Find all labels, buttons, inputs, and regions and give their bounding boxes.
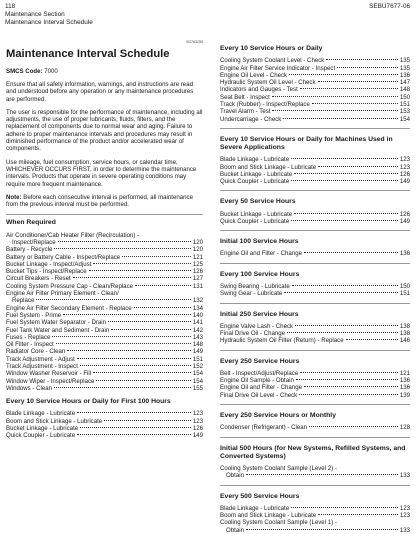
entry-label: Window Washer Reservoir - Fill xyxy=(6,370,92,378)
section-heading: Initial 500 Hours (for New Systems, Refilled Systems, and Converted Systems) xyxy=(220,444,406,460)
schedule-entry xyxy=(220,211,410,218)
page-number: 118 xyxy=(5,3,16,10)
schedule-entry xyxy=(220,323,410,330)
dot-leader xyxy=(318,514,398,515)
entry-page-link[interactable]: 133 xyxy=(399,526,410,534)
entry-page-link[interactable]: 154 xyxy=(192,370,203,378)
entry-continuation xyxy=(6,297,203,304)
schedule-list xyxy=(220,211,410,226)
schedule-entry xyxy=(220,465,410,480)
entry-page-link[interactable]: 123 xyxy=(399,163,410,171)
schedule-entry xyxy=(6,246,203,253)
interval-paragraph: Use mileage, fuel consumption, service hours, or calendar time, WHICHEVER OCCURS FIRST, in order to determine the maintenance intervals. Products that operate in severe operating conditions may require more frequent maintenance. xyxy=(6,158,197,188)
schedule-entry xyxy=(220,370,410,377)
entry-label: Engine Air Filter Secondary Element - Replace xyxy=(6,304,132,312)
note-text: Before each consecutive interval is performed, all maintenance from the previous interval must be performed. xyxy=(6,193,193,209)
schedule-entry xyxy=(6,356,203,363)
dot-leader xyxy=(80,427,191,428)
entry-label: Track (Rubber) - Inspect/Replace xyxy=(220,100,310,108)
schedule-entry xyxy=(220,178,410,185)
entry-label: Fuel System Water Separator - Drain xyxy=(6,319,107,327)
dot-leader xyxy=(337,67,398,68)
entry-page-link[interactable]: 135 xyxy=(399,64,410,72)
entry-label: Quick Coupler - Lubricate xyxy=(220,178,290,186)
dot-leader xyxy=(73,277,191,278)
entry-page-link[interactable]: 128 xyxy=(399,424,410,432)
divider xyxy=(220,404,410,405)
entry-page-link[interactable]: 139 xyxy=(399,391,410,399)
entry-page-link[interactable]: 126 xyxy=(192,268,203,276)
entry-label: Hydraulic System Oil Filter (Return) - Replace xyxy=(220,337,344,345)
dot-leader xyxy=(326,59,398,60)
section-heading: Every 10 Service Hours or Daily for Machines Used in Severe Applications xyxy=(220,135,393,152)
dot-leader xyxy=(93,372,191,373)
reference-id: i02763255 xyxy=(186,40,203,44)
dot-leader xyxy=(135,285,191,286)
entry-page-link[interactable]: 149 xyxy=(192,348,203,356)
entry-page-link[interactable]: 121 xyxy=(399,369,410,377)
entry-page-link[interactable]: 131 xyxy=(192,282,203,290)
dot-leader xyxy=(300,372,398,373)
entry-page-link[interactable]: 126 xyxy=(399,170,410,178)
entry-page-link[interactable]: 154 xyxy=(192,377,203,385)
entry-page-link[interactable]: 138 xyxy=(399,330,410,338)
divider xyxy=(220,230,410,231)
schedule-entry xyxy=(220,116,410,123)
dot-leader xyxy=(318,166,398,167)
schedule-list xyxy=(220,505,410,534)
dot-leader xyxy=(299,394,398,395)
entry-page-link[interactable]: 152 xyxy=(192,363,203,370)
schedule-entry xyxy=(6,425,203,432)
entry-page-link[interactable]: 120 xyxy=(192,246,203,254)
entry-page-link[interactable]: 151 xyxy=(192,355,203,363)
schedule-entry xyxy=(220,377,410,384)
entry-page-link[interactable]: 148 xyxy=(192,341,203,349)
entry-page-link[interactable]: 123 xyxy=(192,410,203,418)
schedule-entry xyxy=(6,312,203,319)
entry-page-link[interactable]: 150 xyxy=(399,282,410,290)
dot-leader xyxy=(77,434,191,435)
entry-page-link[interactable]: 136 xyxy=(399,71,410,79)
dot-leader xyxy=(96,380,190,381)
schedule-entry xyxy=(220,72,410,79)
section-name: Maintenance Section xyxy=(5,11,65,18)
entry-page-link[interactable]: 148 xyxy=(399,86,410,94)
schedule-entry xyxy=(220,171,410,178)
schedule-entry xyxy=(6,254,203,261)
schedule-list xyxy=(220,283,410,298)
schedule-list xyxy=(220,156,410,185)
schedule-entry xyxy=(220,392,410,399)
smcs-code xyxy=(6,68,203,76)
dot-leader xyxy=(287,332,398,333)
dot-leader xyxy=(294,173,398,174)
subsection-name: Maintenance Interval Schedule xyxy=(5,19,93,26)
entry-page-link[interactable]: 153 xyxy=(399,108,410,116)
schedule-entry xyxy=(6,327,203,334)
section-heading-10-hours-first-100: Every 10 Service Hours or Daily for First 100 Hours xyxy=(6,398,171,406)
entry-continuation xyxy=(220,527,410,534)
entry-page-link[interactable]: 151 xyxy=(399,290,410,298)
entry-label-continued: Obtain xyxy=(226,472,244,480)
entry-label: Seat Belt - Inspect xyxy=(220,93,270,101)
schedule-entry xyxy=(6,319,203,326)
entry-label: Quick Coupler - Lubricate xyxy=(220,217,290,225)
dot-leader xyxy=(93,263,190,264)
dot-leader xyxy=(58,241,191,242)
note-label: Note: xyxy=(6,193,22,201)
schedule-entry xyxy=(6,432,203,439)
entry-page-link[interactable]: 142 xyxy=(192,326,203,334)
schedule-entry xyxy=(220,94,410,101)
entry-page-link[interactable]: 149 xyxy=(192,432,203,440)
entry-page-link[interactable]: 149 xyxy=(399,217,410,225)
divider xyxy=(220,437,410,438)
schedule-entry xyxy=(6,334,203,341)
schedule-entry xyxy=(220,101,410,108)
entry-page-link[interactable]: 155 xyxy=(192,384,203,392)
entry-continuation xyxy=(220,472,410,479)
entry-page-link[interactable]: 126 xyxy=(399,210,410,218)
dot-leader xyxy=(54,248,190,249)
dot-leader xyxy=(56,343,191,344)
entry-label: Belt - Inspect/Adjust/Replace xyxy=(220,369,299,377)
entry-label-continued: Replace xyxy=(12,297,35,305)
dot-leader xyxy=(284,292,398,293)
entry-label: Boom and Stick Linkage - Lubricate xyxy=(6,417,103,425)
section-heading-when-required: When Required xyxy=(6,219,56,227)
section-heading: Initial 100 Service Hours xyxy=(220,238,299,246)
entry-label: Blade Linkage - Lubricate xyxy=(220,504,290,512)
dot-leader xyxy=(318,81,398,82)
entry-label: Swing Bearing - Lubricate xyxy=(220,282,290,290)
schedule-entry xyxy=(220,79,410,86)
divider xyxy=(220,303,410,304)
dot-leader xyxy=(111,329,191,330)
schedule-entry xyxy=(6,370,203,377)
section-heading: Every 100 Service Hours xyxy=(220,270,300,278)
smcs-label: SMCS Code: xyxy=(6,68,43,75)
schedule-entry xyxy=(220,384,410,391)
schedule-entry xyxy=(220,86,410,93)
entry-label: Blade Linkage - Lubricate xyxy=(220,156,290,164)
divider xyxy=(220,350,410,351)
entry-label-continued: Obtain xyxy=(226,526,244,534)
dot-leader xyxy=(272,110,397,111)
entry-label: Radiator Core - Clean xyxy=(6,348,66,356)
schedule-entry xyxy=(220,424,410,431)
divider xyxy=(220,263,410,264)
section-heading: Every 500 Service Hours xyxy=(220,492,300,500)
schedule-entry xyxy=(6,418,203,425)
entry-label: Engine Oil and Filter - Change xyxy=(220,250,302,258)
section-heading: Every 250 Service Hours xyxy=(220,357,300,365)
entry-label: Boom and Stick Linkage - Lubricate xyxy=(220,512,317,520)
dot-leader xyxy=(246,529,398,530)
entry-page-link[interactable]: 135 xyxy=(399,57,410,65)
schedule-entry xyxy=(6,261,203,268)
entry-page-link[interactable]: 146 xyxy=(399,337,410,345)
schedule-entry xyxy=(6,275,203,282)
dot-leader xyxy=(304,386,398,387)
dot-leader xyxy=(89,270,191,271)
entry-label: Windows - Clean xyxy=(6,384,53,392)
schedule-entry xyxy=(6,232,203,247)
entry-label: Engine Air Filter Primary Element - Clean/ xyxy=(6,290,119,298)
schedule-entry xyxy=(6,290,203,305)
entry-label: Swing Gear - Lubricate xyxy=(220,290,283,298)
section-heading: Initial 250 Service Hours xyxy=(220,310,299,318)
dot-leader xyxy=(300,88,398,89)
dot-leader xyxy=(108,321,191,322)
entry-page-link[interactable]: 136 xyxy=(399,384,410,392)
entry-label: Quick Coupler - Lubricate xyxy=(6,432,76,440)
dot-leader xyxy=(291,220,398,221)
dot-leader xyxy=(292,285,398,286)
schedule-entry xyxy=(220,156,410,163)
schedule-entry xyxy=(220,283,410,290)
entry-page-link[interactable]: 125 xyxy=(192,260,203,268)
entry-label: Boom and Stick Linkage - Lubricate xyxy=(220,163,317,171)
entry-label: Circuit Breakers - Reset xyxy=(6,275,71,283)
schedule-list xyxy=(220,323,410,345)
dot-leader xyxy=(67,350,191,351)
entry-continuation xyxy=(6,239,203,246)
document-number: SEBU7677-06 xyxy=(369,3,410,10)
schedule-list xyxy=(220,57,410,123)
schedule-entry xyxy=(220,108,410,115)
entry-page-link[interactable]: 134 xyxy=(192,304,203,312)
schedule-entry xyxy=(220,330,410,337)
dot-leader xyxy=(63,314,191,315)
entry-label: Final Drive Oil - Change xyxy=(220,330,286,338)
schedule-entry xyxy=(220,512,410,519)
schedule-entry xyxy=(220,505,410,512)
schedule-entry xyxy=(6,385,203,392)
right-column xyxy=(220,38,410,534)
entry-label: Blade Linkage - Lubricate xyxy=(6,410,76,418)
entry-label: Bucket Linkage - Inspect/Adjust xyxy=(6,260,92,268)
schedule-entry xyxy=(6,363,203,370)
entry-page-link[interactable]: 154 xyxy=(399,115,410,123)
entry-label: Battery or Battery Cable - Inspect/Replace xyxy=(6,253,121,261)
schedule-entry xyxy=(220,65,410,72)
schedule-entry xyxy=(6,268,203,275)
section-heading: Every 10 Service Hours or Daily xyxy=(220,45,323,52)
schedule-entry xyxy=(6,378,203,385)
dot-leader xyxy=(283,118,398,119)
divider xyxy=(220,485,410,486)
dot-leader xyxy=(52,336,190,337)
dot-leader xyxy=(312,103,398,104)
schedule-entry xyxy=(220,164,410,171)
dot-leader xyxy=(77,358,191,359)
section-heading: Every 50 Service Hours xyxy=(220,198,296,206)
responsibility-paragraph: The user is responsible for the performance of maintenance, including all adjustments, the use of proper lubricants, fluids, filters, and the replacement of components due to normal wear and aging. Failure to adhere to proper maintenance intervals and procedures may result in diminished performance of the product and/or accelerated wear of components. xyxy=(6,108,203,153)
entry-label: Engine Air Filter Service Indicator - Inspect xyxy=(220,64,336,72)
schedule-entry xyxy=(220,337,410,344)
schedule-entry xyxy=(220,250,410,257)
schedule-entry xyxy=(6,410,203,417)
dot-leader xyxy=(291,158,398,159)
dot-leader xyxy=(77,412,191,413)
entry-page-link[interactable]: 147 xyxy=(399,79,410,87)
left-column xyxy=(6,38,203,440)
entry-label: Oil Filter - Inspect xyxy=(6,341,54,349)
dot-leader xyxy=(246,474,398,475)
schedule-entry xyxy=(6,341,203,348)
entry-page-link[interactable]: 123 xyxy=(192,417,203,425)
entry-label: Cooling System Pressure Cap - Clean/Replace xyxy=(6,282,134,290)
entry-label: Engine Valve Lash - Check xyxy=(220,322,294,330)
entry-page-link[interactable]: 123 xyxy=(399,156,410,164)
dot-leader xyxy=(346,339,398,340)
divider xyxy=(220,190,410,191)
schedule-entry xyxy=(6,348,203,355)
when-required-list xyxy=(6,232,203,393)
divider xyxy=(220,128,410,129)
entry-page-link[interactable]: 151 xyxy=(399,100,410,108)
entry-page-link[interactable]: 150 xyxy=(399,93,410,101)
note-paragraph xyxy=(6,194,203,209)
entry-label: Engine Oil Level - Check xyxy=(220,71,288,79)
dot-leader xyxy=(272,96,398,97)
entry-label: Cooling System Coolant Sample (Level 2) - xyxy=(220,464,337,472)
schedule-list xyxy=(220,250,410,257)
entry-page-link[interactable]: 149 xyxy=(399,178,410,186)
entry-label: Cooling System Coolant Sample (Level 1) - xyxy=(220,519,337,527)
entry-label: Travel Alarm - Test xyxy=(220,108,271,116)
schedule-list xyxy=(220,370,410,399)
entry-label: Engine Oil and Filter - Change xyxy=(220,384,302,392)
entry-page-link[interactable]: 120 xyxy=(192,238,203,246)
schedule-entry xyxy=(220,519,410,534)
entry-page-link[interactable]: 121 xyxy=(192,253,203,261)
entry-label: Hydraulic System Oil Level - Check xyxy=(220,79,316,87)
dot-leader xyxy=(104,420,191,421)
entry-label: Bucket Tips - Inspect/Replace xyxy=(6,268,87,276)
entry-page-link[interactable]: 127 xyxy=(192,275,203,283)
entry-page-link[interactable]: 133 xyxy=(399,472,410,480)
dot-leader xyxy=(291,180,398,181)
dot-leader xyxy=(289,74,398,75)
entry-page-link[interactable]: 143 xyxy=(192,333,203,341)
entry-label: Condenser (Refrigerant) - Clean xyxy=(220,424,308,432)
entry-label: Track Adjustment - Adjust xyxy=(6,355,75,363)
smcs-value: 7000 xyxy=(42,68,58,75)
entry-label: Air Conditioner/Cab Heater Filter (Recirculation) - xyxy=(6,231,140,239)
entry-label: Bucket Linkage - Lubricate xyxy=(220,210,293,218)
entry-label: Bucket Linkage - Lubricate xyxy=(220,170,293,178)
entry-label: Track Adjustment - Inspect xyxy=(6,363,78,370)
entry-page-link[interactable]: 123 xyxy=(399,512,410,520)
entry-page-link[interactable]: 138 xyxy=(399,322,410,330)
schedule-entry xyxy=(220,218,410,225)
schedule-entry xyxy=(6,305,203,312)
entry-label: Fuel Tank Water and Sediment - Drain xyxy=(6,326,110,334)
dot-leader xyxy=(54,387,191,388)
entry-label-continued: Inspect/Replace xyxy=(12,238,56,246)
divider xyxy=(6,214,203,215)
dot-leader xyxy=(294,213,398,214)
dot-leader xyxy=(295,325,398,326)
dot-leader xyxy=(36,299,190,300)
safety-paragraph: Ensure that all safety information, warnings, and instructions are read and understood before any operation or any maintenance procedures are performed. xyxy=(6,81,194,103)
entry-label: Indicators and Gauges - Test xyxy=(220,86,298,94)
dot-leader xyxy=(134,307,191,308)
entry-page-link[interactable]: 140 xyxy=(192,311,203,319)
dot-leader xyxy=(122,256,191,257)
entry-label: Bucket Linkage - Lubricate xyxy=(6,424,79,432)
entry-label: Final Drive Oil Level - Check xyxy=(220,391,298,399)
schedule-list xyxy=(220,465,410,480)
entry-label: Cooling System Coolant Level - Check xyxy=(220,57,325,65)
entry-label: Fuses - Replace xyxy=(6,333,51,341)
ten-hours-first-100-list xyxy=(6,410,203,439)
dot-leader xyxy=(309,426,398,427)
schedule-entry xyxy=(220,57,410,64)
entry-label: Battery - Recycle xyxy=(6,246,53,254)
dot-leader xyxy=(291,507,398,508)
entry-label: Fuel System - Prime xyxy=(6,311,62,319)
dot-leader xyxy=(80,365,191,366)
entry-page-link[interactable]: 136 xyxy=(399,250,410,258)
entry-label: Undercarriage - Check xyxy=(220,115,282,123)
schedule-list xyxy=(220,424,410,431)
schedule-entry xyxy=(220,290,410,297)
page-title: Maintenance Interval Schedule xyxy=(6,48,170,60)
entry-page-link[interactable]: 132 xyxy=(192,297,203,305)
dot-leader xyxy=(296,379,398,380)
entry-page-link[interactable]: 136 xyxy=(399,377,410,385)
entry-label: Engine Oil Sample - Obtain xyxy=(220,377,294,385)
entry-page-link[interactable]: 123 xyxy=(399,504,410,512)
entry-page-link[interactable]: 126 xyxy=(192,424,203,432)
page-header xyxy=(0,0,416,36)
section-heading: Every 250 Service Hours or Monthly xyxy=(220,412,336,420)
schedule-entry xyxy=(6,283,203,290)
entry-label: Window Wiper - Inspect/Replace xyxy=(6,377,95,385)
entry-page-link[interactable]: 141 xyxy=(192,319,203,327)
dot-leader xyxy=(304,252,398,253)
